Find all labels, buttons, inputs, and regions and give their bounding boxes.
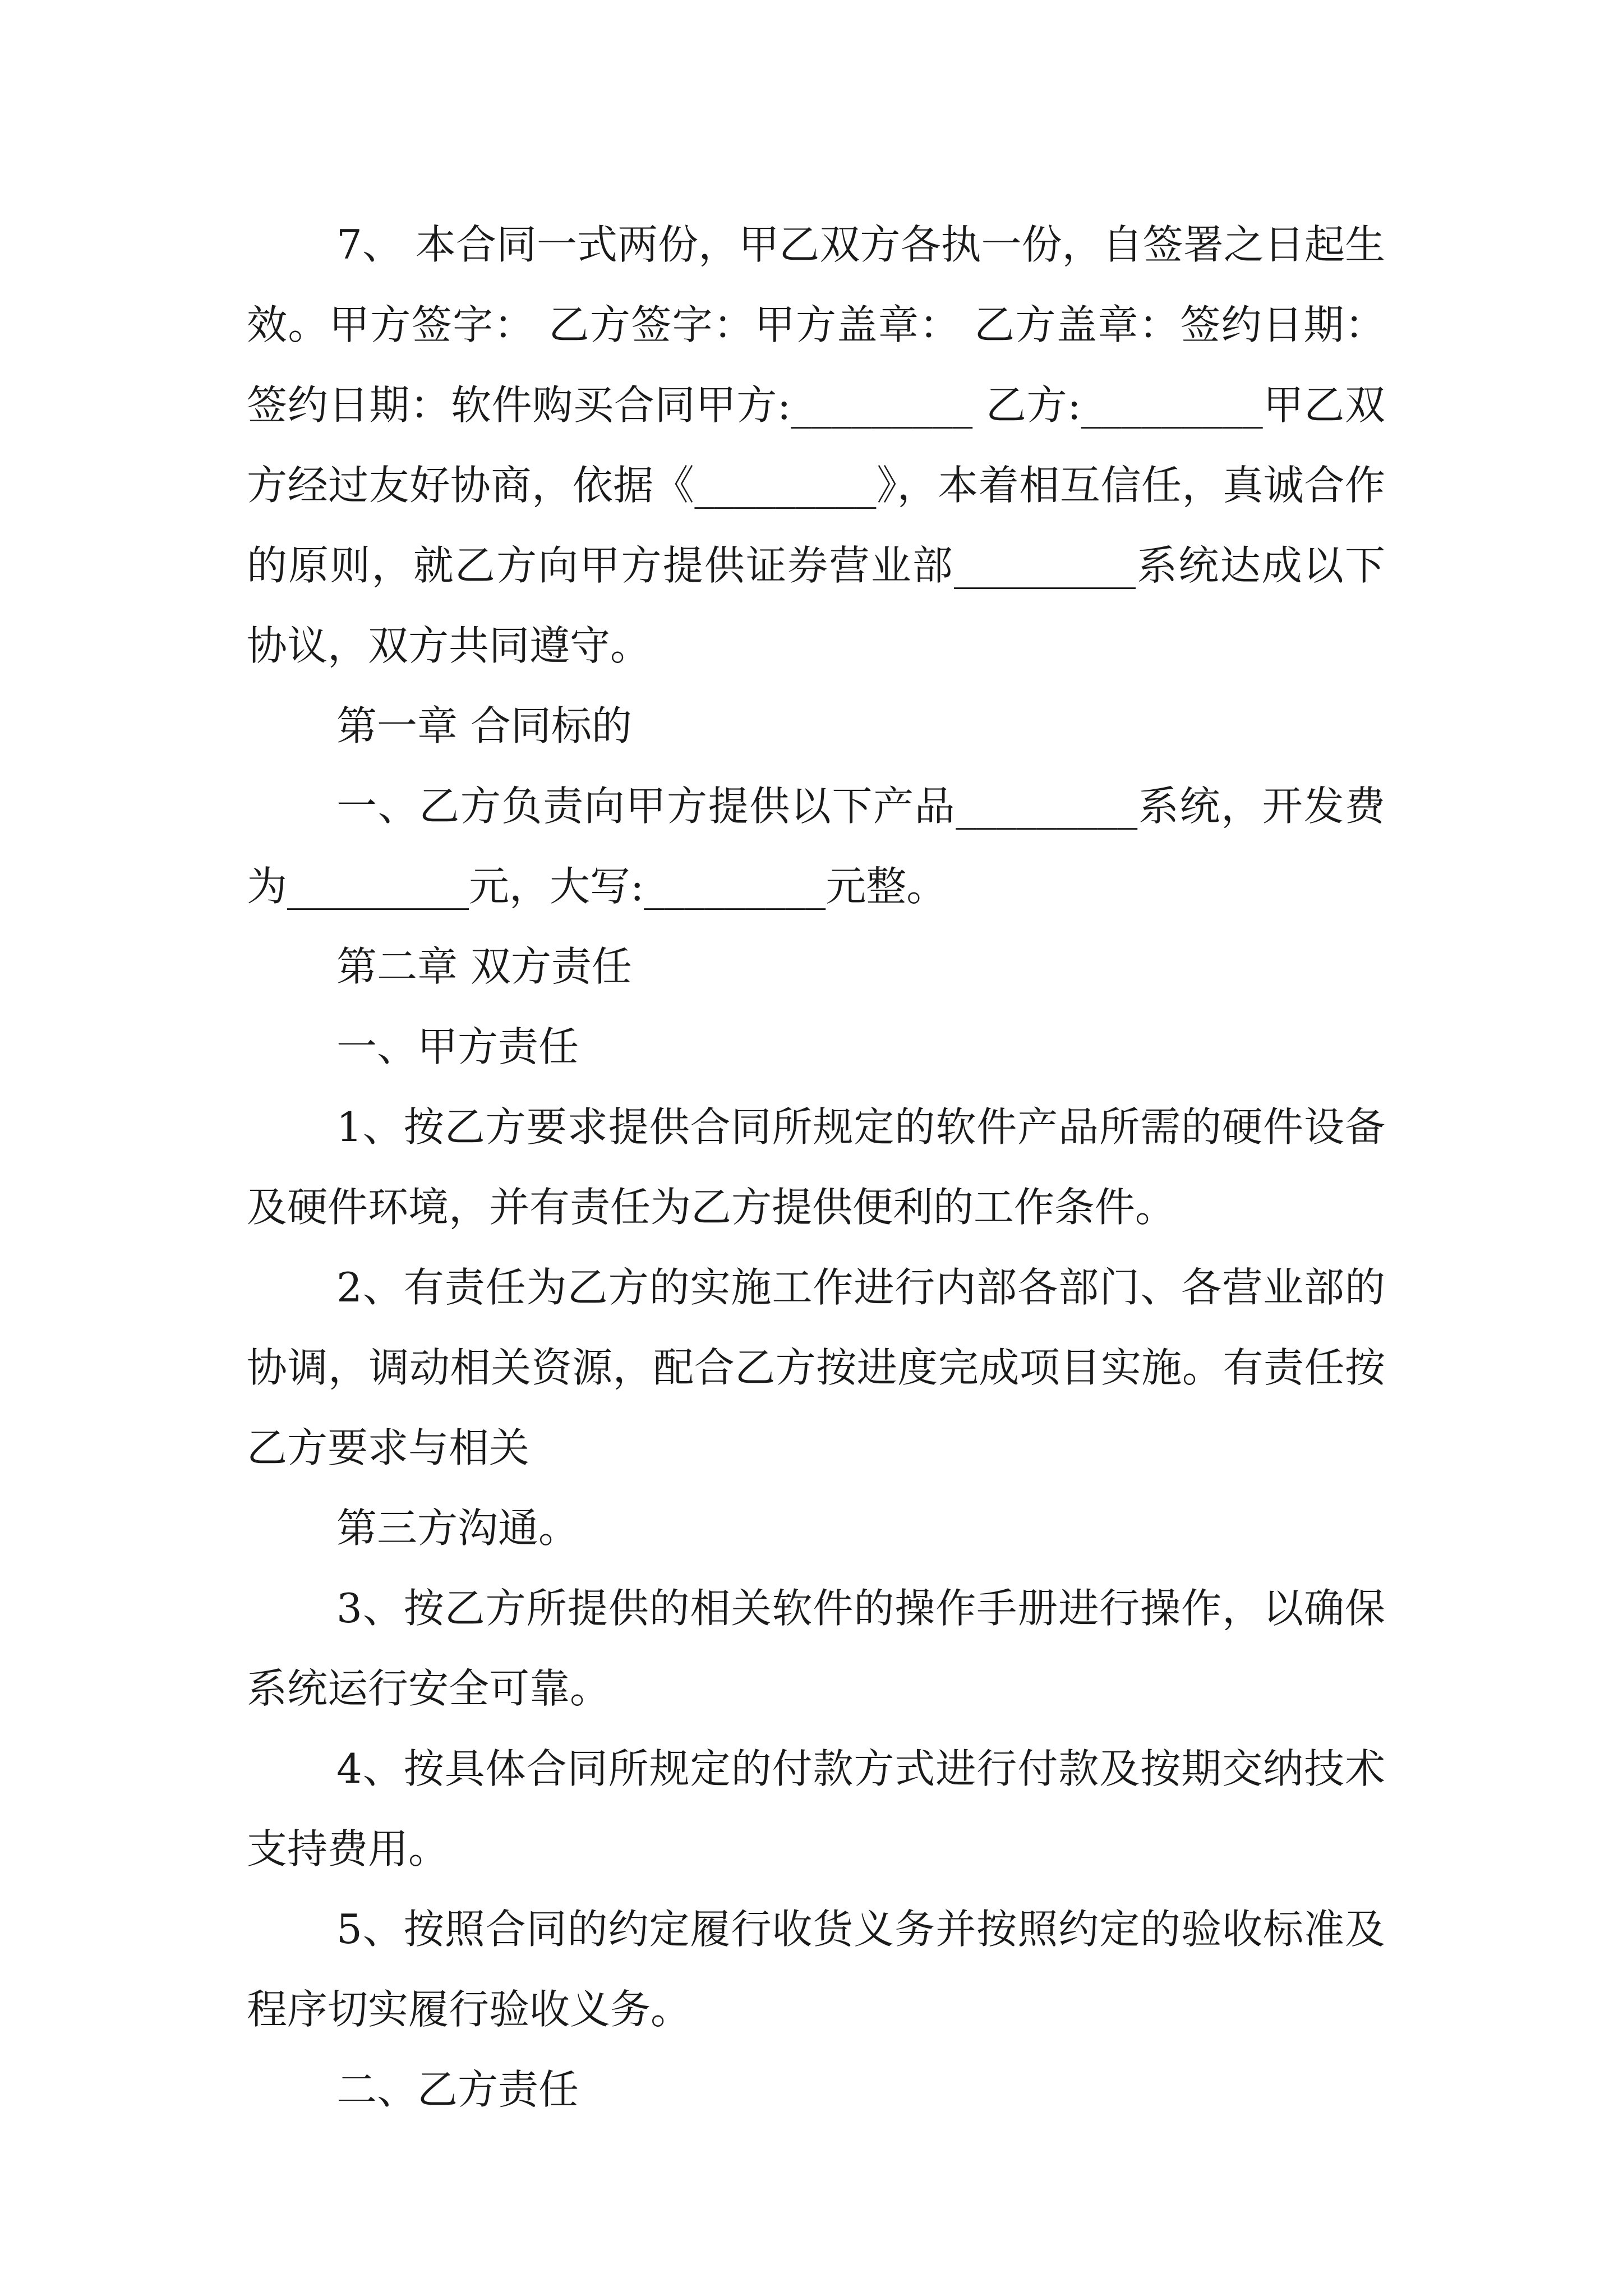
chapter-1-item-1: 一、乙方负责向甲方提供以下产品_________系统，开发费为_________元，大写:_________元整。 [247,783,1385,910]
chapter-2-heading: 第二章 双方责任 [336,943,632,990]
party-a-duty-4: 4、按具体合同所规定的付款方式进行付款及按期交纳技术支持费用。 [247,1745,1385,1872]
party-a-duty-2: 2、有责任为乙方的实施工作进行内部各部门、各营业部的协调，调动相关资源，配合乙方按进度完成项目实施。有责任按乙方要求与相关 [247,1264,1385,1471]
party-b-duties-heading: 二、乙方责任 [336,2066,579,2113]
party-a-duty-5: 5、按照合同的约定履行收货义务并按照约定的验收标准及程序切实履行验收义务。 [247,1906,1385,2033]
document-body [247,205,1398,2130]
party-a-duty-2-continued: 第三方沟通。 [336,1504,579,1552]
chapter-1-heading: 第一章 合同标的 [336,702,632,749]
party-a-duty-1: 1、按乙方要求提供合同所规定的软件产品所需的硬件设备及硬件环境，并有责任为乙方提供便利的工作条件。 [247,1103,1385,1231]
clause-7-and-contract-preamble: 7、 本合同一式两份，甲乙双方各执一份，自签署之日起生效。甲方签字： 乙方签字：甲方盖章： 乙方盖章：签约日期： 签约日期：软件购买合同甲方:_________ 乙方:_________甲乙双方经过友好协商，依据《_________》，本着相互信任，真诚合作的原则，就乙方向甲方提供证券营业部_________系统达成以下协议，双方共同遵守。 [247,221,1398,669]
party-a-duties-heading: 一、甲方责任 [336,1023,579,1070]
party-a-duty-3: 3、按乙方所提供的相关软件的操作手册进行操作，以确保系统运行安全可靠。 [247,1585,1385,1712]
